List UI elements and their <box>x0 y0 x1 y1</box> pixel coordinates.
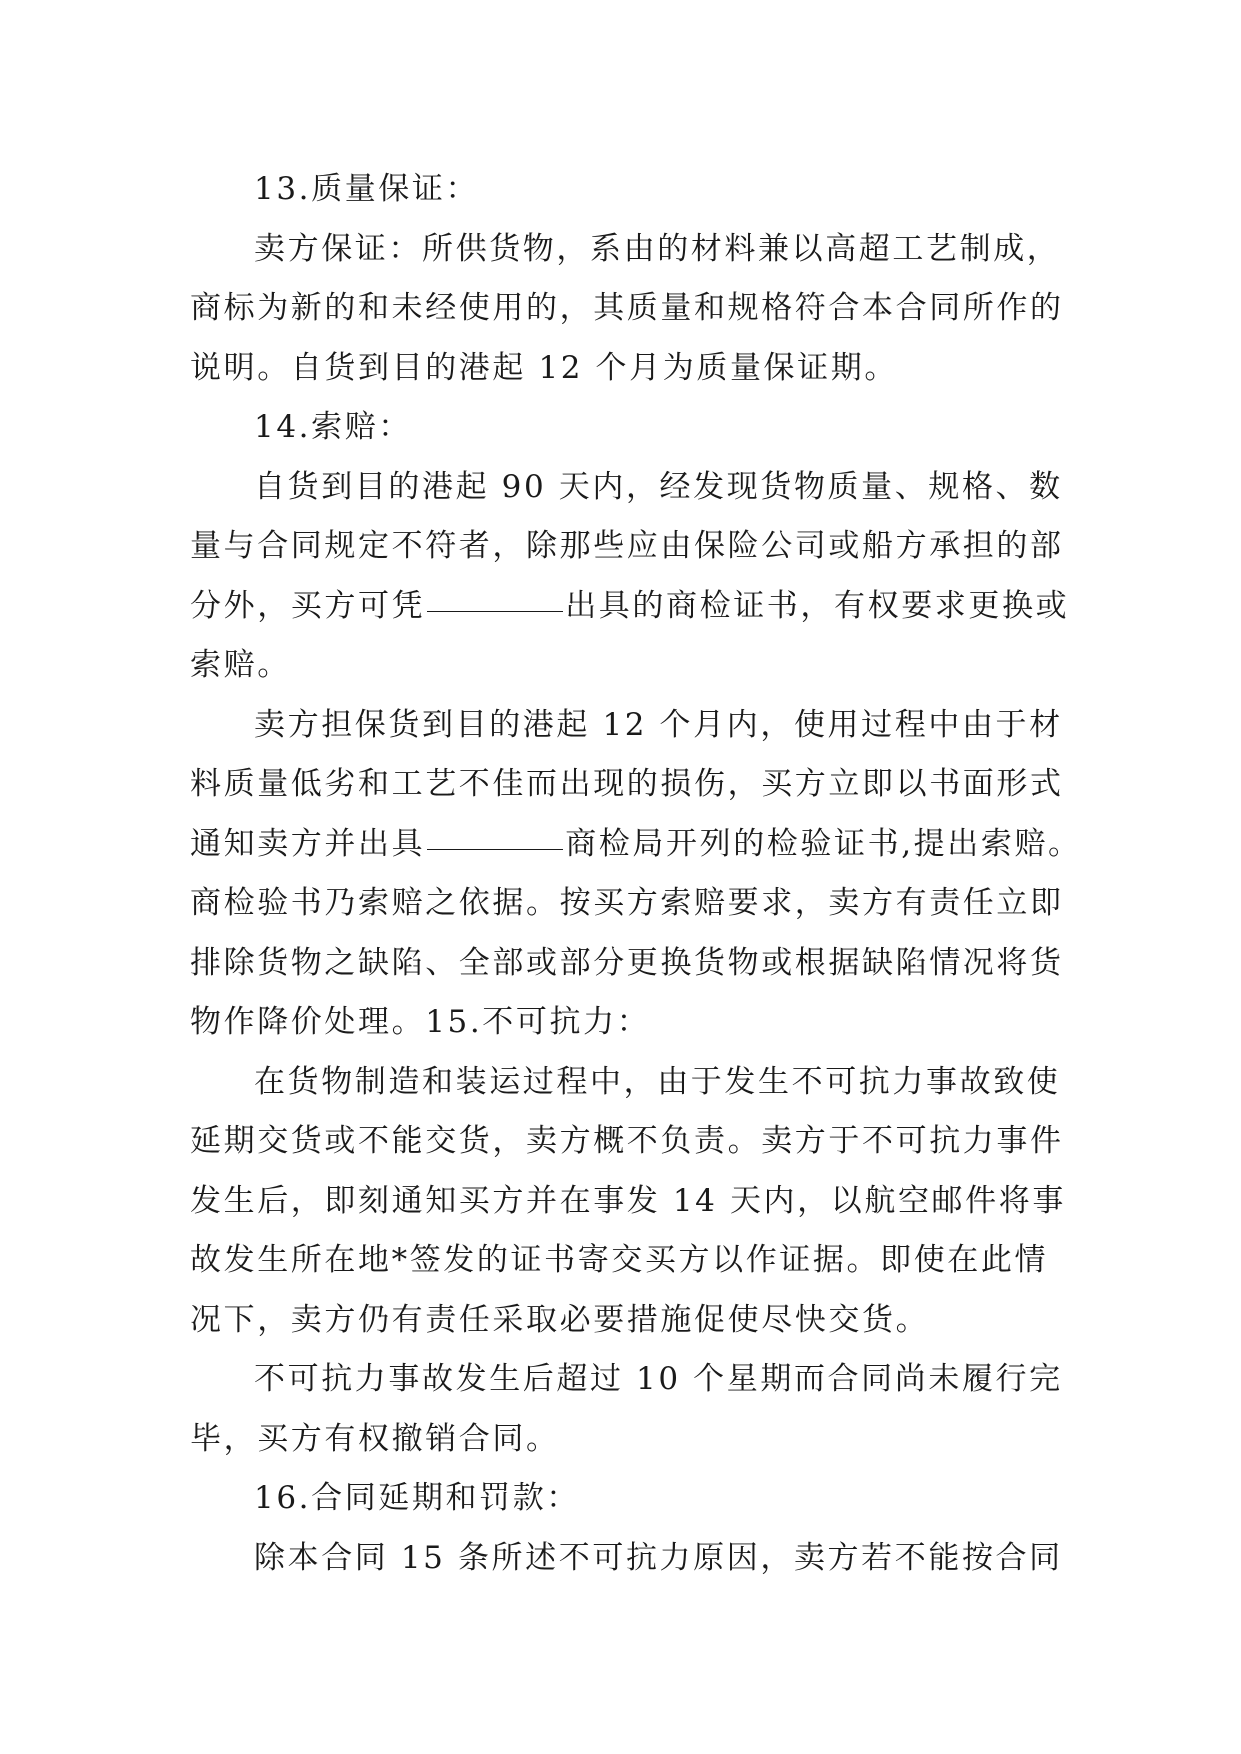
paragraph-line: 说明。自货到目的港起 12 个月为质量保证期。 <box>190 349 898 386</box>
paragraph-line: 故发生所在地*签发的证书寄交买方以作证据。即使在此情 <box>190 1242 1049 1278</box>
fill-in-blank <box>427 849 563 850</box>
paragraph-line: 毕，买方有权撤销合同。 <box>190 1420 560 1457</box>
paragraph-line: 不可抗力事故发生后超过 10 个星期而合同尚未履行完 <box>254 1361 1063 1397</box>
line-segment: 商检局开列的检验证书,提出索赔。 <box>565 825 1082 862</box>
paragraph-line: 况下，卖方仍有责任采取必要措施促使尽快交货。 <box>190 1301 930 1338</box>
paragraph-line: 除本合同 15 条所述不可抗力原因，卖方若不能按合同 <box>254 1539 1063 1576</box>
section-heading-claims: 14.索赔： <box>254 409 412 445</box>
paragraph-line: 卖方担保货到目的港起 12 个月内，使用过程中由于材 <box>254 706 1063 743</box>
paragraph-line: 发生后，即刻通知买方并在事发 14 天内，以航空邮件将事 <box>190 1182 1066 1219</box>
paragraph-line <box>190 577 1070 637</box>
paragraph-line: 延期交货或不能交货，卖方概不负责。卖方于不可抗力事件 <box>190 1123 1064 1159</box>
paragraph-line: 商标为新的和未经使用的，其质量和规格符合本合同所作的 <box>190 290 1064 326</box>
paragraph-line: 卖方保证：所供货物，系由的材料兼以高超工艺制成， <box>254 230 1061 267</box>
document-body <box>190 160 1082 1588</box>
paragraph-line: 量与合同规定不符者，除那些应由保险公司或船方承担的部 <box>190 528 1064 564</box>
paragraph-line: 索赔。 <box>190 647 291 683</box>
paragraph-line: 料质量低劣和工艺不佳而出现的损伤，买方立即以书面形式 <box>190 766 1064 802</box>
line-segment: 通知卖方并出具 <box>190 825 426 862</box>
section-heading-contract-delay: 16.合同延期和罚款： <box>254 1480 580 1516</box>
paragraph-line <box>190 815 1082 875</box>
paragraph-line: 商检验书乃索赔之依据。按买方索赔要求，卖方有责任立即 <box>190 885 1064 921</box>
paragraph-line: 排除货物之缺陷、全部或部分更换货物或根据缺陷情况将货 <box>190 944 1064 981</box>
paragraph-line: 物作降价处理。15.不可抗力： <box>190 1004 651 1040</box>
section-heading-quality-guarantee: 13.质量保证： <box>254 171 480 207</box>
paragraph-line: 在货物制造和装运过程中，由于发生不可抗力事故致使 <box>254 1063 1061 1100</box>
line-segment: 出具的商检证书，有权要求更换或 <box>565 587 1070 624</box>
line-segment: 分外，买方可凭 <box>190 587 426 624</box>
fill-in-blank <box>427 611 563 612</box>
paragraph-line: 自货到目的港起 90 天内，经发现货物质量、规格、数 <box>254 468 1063 505</box>
